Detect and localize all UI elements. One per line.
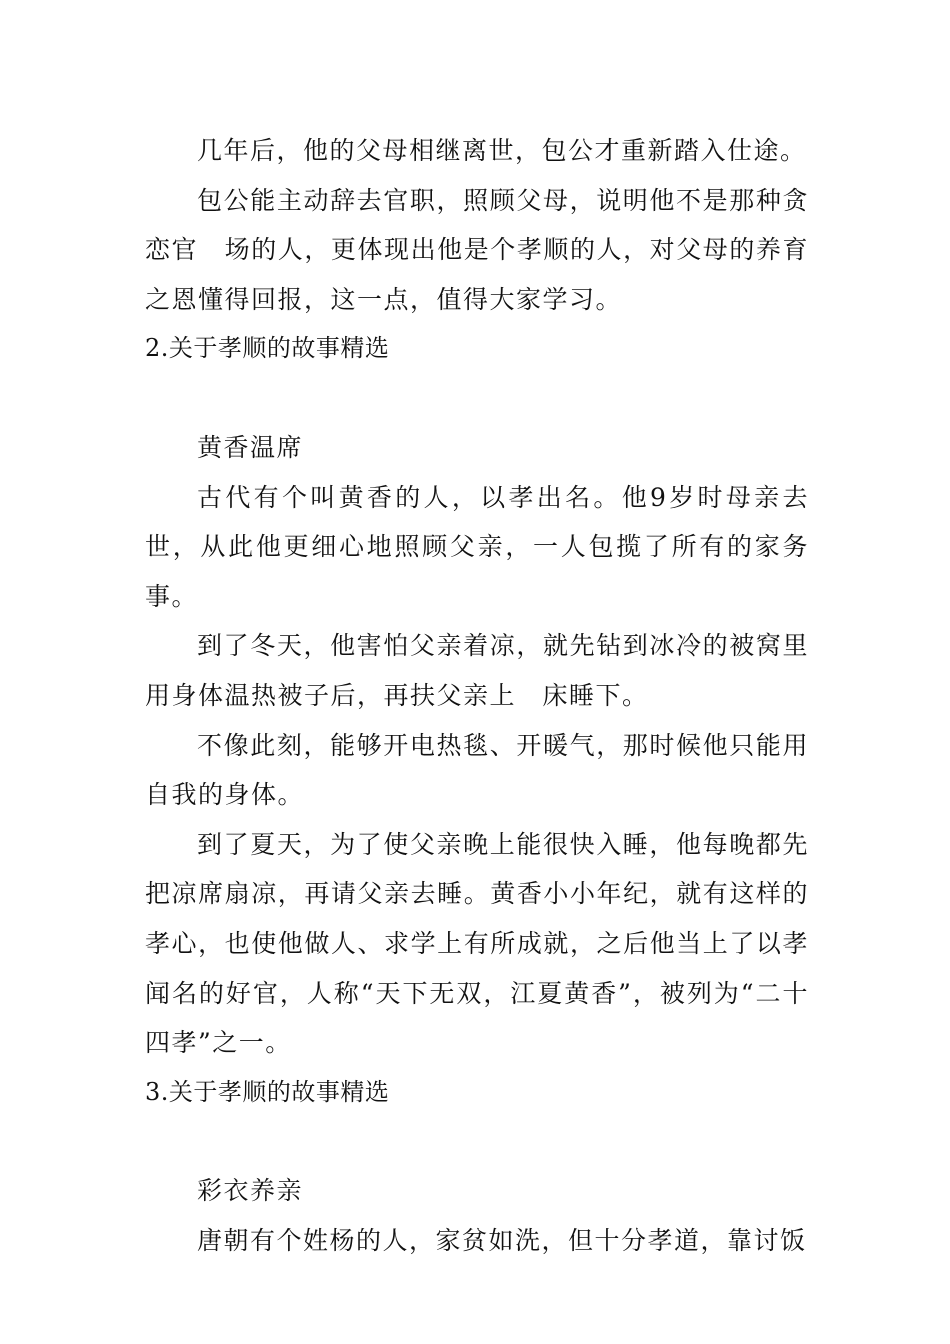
- section-heading: 2.关于孝顺的故事精选: [145, 334, 390, 363]
- spacer: [145, 1117, 809, 1166]
- section-heading: 3.关于孝顺的故事精选: [145, 1077, 390, 1106]
- story-title: 彩衣养亲: [197, 1176, 304, 1206]
- document-page: [145, 126, 809, 1265]
- spacer: [145, 374, 809, 423]
- paragraph: 到了冬天，他害怕父亲着凉，就先钻到冰冷的被窝里用身体温热被子后，再扶父亲上 床睡下。: [145, 631, 809, 710]
- paragraph: 古代有个叫黄香的人，以孝出名。他9岁时母亲去世，从此他更细心地照顾父亲，一人包揽了所有的家务事。: [145, 482, 809, 611]
- paragraph: 不像此刻，能够开电热毯、开暖气，那时候他只能用自我的身体。: [145, 730, 809, 810]
- story-title: 黄香温席: [197, 432, 304, 462]
- paragraph: 唐朝有个姓杨的人，家贫如洗，但十分孝道，靠讨饭: [197, 1225, 807, 1255]
- paragraph: 到了夏天，为了使父亲晚上能很快入睡，他每晚都先把凉席扇凉，再请父亲去睡。黄香小小年纪，就有这样的孝心，也使他做人、求学上有所成就，之后他当上了以孝闻名的好官，人称“天下无双，江夏黄香”，被列为“二十四孝”之一。: [145, 829, 809, 1058]
- paragraph: 几年后，他的父母相继离世，包公才重新踏入仕途。: [197, 136, 807, 165]
- paragraph: 包公能主动辞去官职，照顾父母，说明他不是那种贪恋官 场的人，更体现出他是个孝顺的人，对父母的养育之恩懂得回报，这一点，值得大家学习。: [145, 185, 809, 314]
